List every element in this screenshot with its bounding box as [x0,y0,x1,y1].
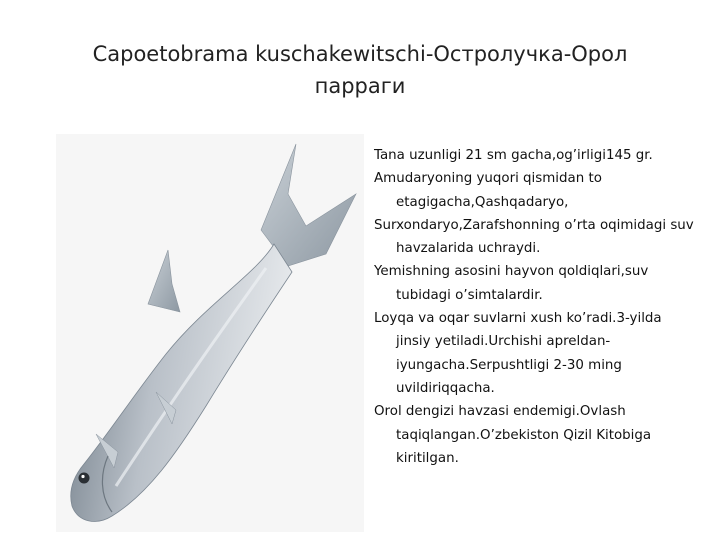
dorsal-fin [148,250,180,312]
paragraph: Yemishning asosini hayvon qoldiqlari,suv tubidagi o’simtalardir. [374,264,649,303]
fish-body [71,244,292,521]
paragraph: Orol dengizi havzasi endemigi.Ovlash taqiqlangan.O’zbekiston Qizil Kitobiga kiritilgan. [374,404,652,466]
paragraph: Surxondaryo,Zarafshonning o’rta oqimidagi suv havzalarida uchraydi. [374,217,694,257]
paragraph: Amudaryoning yuqori qismidan to etagigacha,Qashqadaryo, [374,171,602,210]
slide-title-line-1: Capoetobrama kuschakewitschi-Остролучка-Орол [92,42,628,66]
slide-title [40,38,680,102]
fish-photo [56,134,364,532]
fish-eye [79,473,90,484]
paragraph: Loyqa va oqar suvlarni xush ko’radi.3-yilda jinsiy yetiladi.Urchishi apreldan-iyungacha.Serpushtligi 2-30 ming uvildiriqqacha. [374,311,662,396]
paragraph: Tana uzunligi 21 sm gacha,og’irligi145 gr. [374,148,653,163]
lateral-line [116,268,266,486]
species-description [374,144,694,470]
slide-title-line-2: парраги [314,74,406,98]
fish-illustration [56,134,364,532]
